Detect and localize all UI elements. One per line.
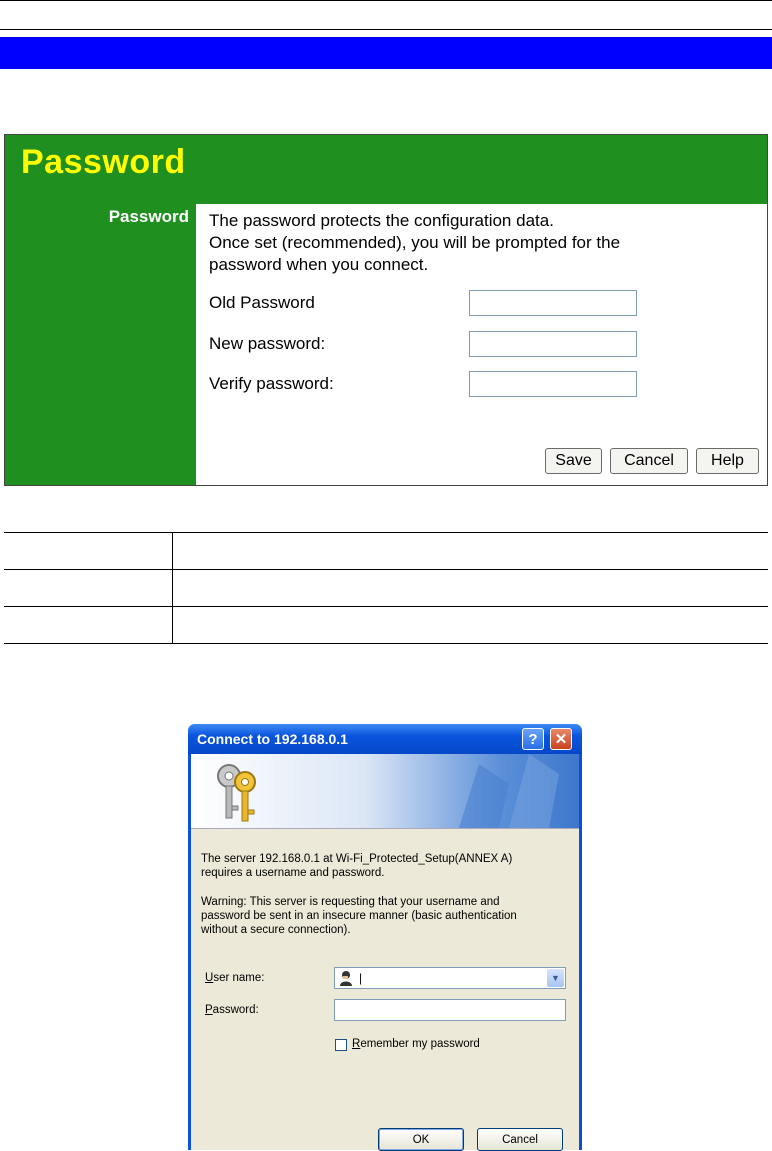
- help-icon[interactable]: ?: [522, 728, 544, 750]
- dialog-warning: Warning: This server is requesting that your username and password be sent in an insecure manner (basic authentication without a secure connection).: [201, 896, 517, 936]
- panel-content: [196, 204, 767, 485]
- password-panel: [4, 134, 768, 486]
- dialog-body: [191, 754, 579, 1150]
- username-label: User name:: [205, 972, 265, 984]
- dialog-message: The server 192.168.0.1 at Wi-Fi_Protected_Setup(ANNEX A) requires a username and password.: [201, 853, 513, 879]
- username-value: |: [359, 971, 363, 985]
- user-icon: [339, 970, 353, 986]
- settings-description-table: [4, 532, 768, 644]
- table-row: [4, 533, 768, 570]
- banner-decoration: [439, 754, 579, 828]
- dialog-title: Connect to 192.168.0.1: [197, 731, 348, 747]
- panel-title: Password: [21, 143, 186, 181]
- remember-password-label[interactable]: Remember my password: [352, 1038, 480, 1050]
- header-rule: [0, 29, 772, 30]
- dialog-cancel-button[interactable]: Cancel: [477, 1128, 563, 1151]
- dialog-banner: [191, 754, 579, 829]
- username-field[interactable]: [334, 967, 566, 989]
- help-button[interactable]: Help: [696, 448, 759, 474]
- table-row: [4, 607, 768, 644]
- new-password-input[interactable]: [469, 331, 637, 357]
- new-password-label: New password:: [209, 334, 326, 353]
- chevron-down-icon[interactable]: ▼: [547, 969, 564, 987]
- password-label: Password:: [205, 1004, 259, 1016]
- dialog-titlebar[interactable]: [188, 724, 582, 754]
- verify-password-input[interactable]: [469, 371, 637, 397]
- ok-button[interactable]: OK: [378, 1128, 464, 1151]
- keys-icon: [209, 758, 269, 828]
- save-button[interactable]: Save: [545, 448, 602, 474]
- password-field[interactable]: [334, 999, 566, 1021]
- section-side-label: Password: [108, 207, 189, 226]
- section-header-bar: [0, 37, 772, 69]
- verify-password-label: Verify password:: [209, 374, 334, 393]
- old-password-input[interactable]: [469, 290, 637, 316]
- table-row: [4, 570, 768, 607]
- panel-description: The password protects the configuration data. Once set (recommended), you will be prompted for the password when you connect.: [209, 211, 621, 274]
- old-password-label: Old Password: [209, 293, 315, 312]
- top-rule: [0, 0, 772, 1]
- close-icon[interactable]: ✕: [550, 728, 572, 750]
- cancel-button[interactable]: Cancel: [610, 448, 688, 474]
- connect-dialog: [188, 724, 582, 1150]
- remember-password-checkbox[interactable]: [335, 1039, 347, 1051]
